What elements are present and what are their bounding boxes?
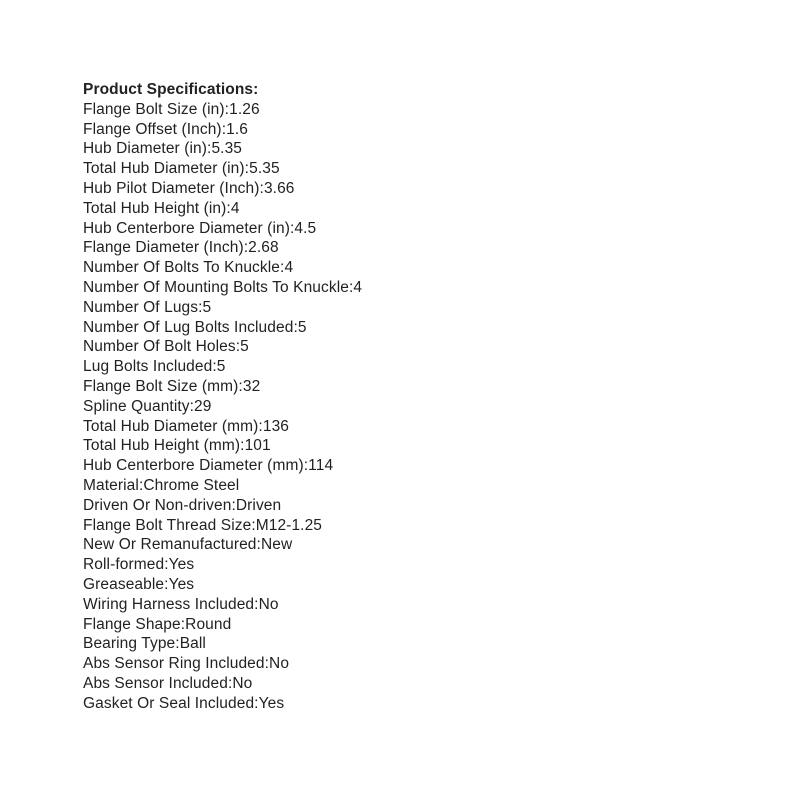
spec-value: 32 xyxy=(242,377,261,395)
spec-value: 5.35 xyxy=(249,160,280,178)
spec-value: Round xyxy=(185,615,232,633)
spec-label: Hub Centerbore Diameter (in) xyxy=(83,219,290,237)
spec-line: Flange Diameter (Inch):2.68 xyxy=(83,239,279,257)
spec-value: No xyxy=(232,674,253,692)
spec-label: Flange Bolt Size (in) xyxy=(83,100,225,118)
spec-value: Ball xyxy=(179,635,206,653)
spec-line: Number Of Lugs:5 xyxy=(83,298,212,316)
spec-line: Gasket Or Seal Included:Yes xyxy=(83,694,285,712)
spec-value: 5 xyxy=(297,318,307,336)
spec-value: 1.26 xyxy=(229,100,260,118)
spec-line: Number Of Lug Bolts Included:5 xyxy=(83,318,307,336)
specifications-list xyxy=(83,100,362,714)
spec-line: Abs Sensor Included:No xyxy=(83,674,253,692)
spec-label: Hub Diameter (in) xyxy=(83,140,208,158)
spec-line: Hub Pilot Diameter (Inch):3.66 xyxy=(83,179,295,197)
product-specifications xyxy=(83,80,362,714)
spec-label: Abs Sensor Ring Included xyxy=(83,655,265,673)
spec-value: 4 xyxy=(230,199,240,217)
specifications-title: Product Specifications: xyxy=(83,81,259,98)
spec-label: Flange Shape xyxy=(83,615,181,633)
spec-value: 1.6 xyxy=(226,120,248,138)
spec-line: Spline Quantity:29 xyxy=(83,397,212,415)
spec-label: Greaseable xyxy=(83,575,165,593)
spec-label: Flange Diameter (Inch) xyxy=(83,239,244,257)
spec-label: Number Of Lugs xyxy=(83,298,199,316)
spec-line: Number Of Bolt Holes:5 xyxy=(83,338,249,356)
spec-line: Flange Bolt Size (in):1.26 xyxy=(83,100,260,118)
spec-line: Total Hub Diameter (mm):136 xyxy=(83,417,290,435)
spec-label: Number Of Lug Bolts Included xyxy=(83,318,294,336)
spec-line: New Or Remanufactured:New xyxy=(83,536,293,554)
spec-line: Total Hub Diameter (in):5.35 xyxy=(83,160,280,178)
spec-line: Roll-formed:Yes xyxy=(83,556,195,574)
spec-value: Chrome Steel xyxy=(143,476,240,494)
spec-value: 114 xyxy=(308,457,334,475)
spec-line: Driven Or Non-driven:Driven xyxy=(83,496,282,514)
spec-value: M12-1.25 xyxy=(255,516,323,534)
spec-value: 5 xyxy=(240,338,249,356)
spec-line: Total Hub Height (mm):101 xyxy=(83,437,271,455)
spec-line: Hub Centerbore Diameter (in):4.5 xyxy=(83,219,317,237)
spec-line: Number Of Bolts To Knuckle:4 xyxy=(83,259,294,277)
spec-line: Bearing Type:Ball xyxy=(83,635,206,653)
spec-value: 5.35 xyxy=(211,140,243,158)
spec-line: Greaseable:Yes xyxy=(83,575,195,593)
spec-label: Number Of Bolt Holes xyxy=(83,338,236,356)
spec-value: 3.66 xyxy=(263,179,295,197)
spec-label: Total Hub Height (in) xyxy=(83,199,227,217)
spec-line: Abs Sensor Ring Included:No xyxy=(83,655,290,673)
spec-line: Total Hub Height (in):4 xyxy=(83,199,240,217)
spec-label: Driven Or Non-driven xyxy=(83,496,232,514)
spec-value: 29 xyxy=(194,397,212,415)
spec-value: 136 xyxy=(262,417,290,435)
spec-line: Number Of Mounting Bolts To Knuckle:4 xyxy=(83,278,363,296)
spec-value: Driven xyxy=(235,496,282,514)
spec-label: Material xyxy=(83,476,139,494)
spec-label: Wiring Harness Included xyxy=(83,595,255,613)
spec-label: Spline Quantity xyxy=(83,397,190,415)
spec-value: 4.5 xyxy=(294,219,317,237)
spec-line: Lug Bolts Included:5 xyxy=(83,358,226,376)
spec-value: 4 xyxy=(284,259,294,277)
spec-line: Material:Chrome Steel xyxy=(83,476,240,494)
spec-label: Flange Offset (Inch) xyxy=(83,120,222,138)
spec-label: Flange Bolt Thread Size xyxy=(83,516,252,534)
spec-line: Hub Diameter (in):5.35 xyxy=(83,140,243,158)
spec-line: Hub Centerbore Diameter (mm):114 xyxy=(83,457,334,475)
spec-value: 2.68 xyxy=(248,239,279,257)
spec-line: Flange Shape:Round xyxy=(83,615,232,633)
spec-label: Total Hub Diameter (in) xyxy=(83,160,245,178)
spec-value: 101 xyxy=(244,437,271,455)
spec-value: No xyxy=(269,655,290,673)
spec-label: Total Hub Diameter (mm) xyxy=(83,417,259,435)
spec-label: Total Hub Height (mm) xyxy=(83,437,241,455)
spec-label: Bearing Type xyxy=(83,635,176,653)
spec-label: New Or Remanufactured xyxy=(83,536,257,554)
spec-value: Yes xyxy=(168,556,195,574)
spec-label: Abs Sensor Included xyxy=(83,674,228,692)
spec-label: Hub Pilot Diameter (Inch) xyxy=(83,179,260,197)
spec-label: Hub Centerbore Diameter (mm) xyxy=(83,457,304,475)
spec-value: No xyxy=(258,595,279,613)
spec-value: New xyxy=(260,536,293,554)
spec-label: Number Of Mounting Bolts To Knuckle xyxy=(83,278,349,296)
spec-line: Flange Offset (Inch):1.6 xyxy=(83,120,248,138)
spec-label: Lug Bolts Included xyxy=(83,358,213,376)
spec-label: Flange Bolt Size (mm) xyxy=(83,377,239,395)
spec-line: Wiring Harness Included:No xyxy=(83,595,279,613)
spec-value: 5 xyxy=(202,298,212,316)
spec-line: Flange Bolt Thread Size:M12-1.25 xyxy=(83,516,323,534)
spec-value: 4 xyxy=(353,278,363,296)
spec-label: Number Of Bolts To Knuckle xyxy=(83,259,281,277)
spec-value: 5 xyxy=(216,358,226,376)
spec-value: Yes xyxy=(168,575,195,593)
spec-value: Yes xyxy=(258,694,285,712)
spec-label: Roll-formed xyxy=(83,556,165,574)
spec-label: Gasket Or Seal Included xyxy=(83,694,255,712)
spec-line: Flange Bolt Size (mm):32 xyxy=(83,377,261,395)
